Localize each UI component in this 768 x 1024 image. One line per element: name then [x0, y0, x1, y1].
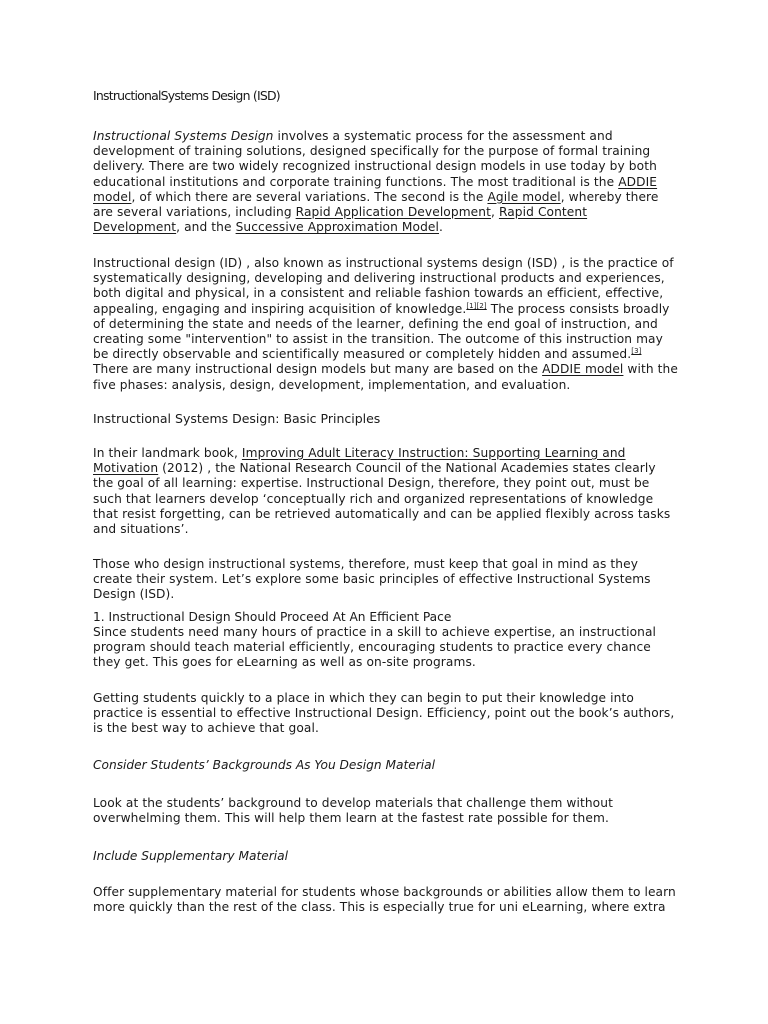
link-successive-approximation-model[interactable]: Successive Approximation Model [235, 220, 440, 235]
link-addie-model-2[interactable]: ADDIE model [542, 362, 624, 377]
paragraph-efficiency: Getting students quickly to a place in which they can begin to put their knowledge into practice is essential to effective Instructional Design. Efficiency, point out the book’s authors, is the best way to achieve that goal. [93, 691, 675, 736]
paragraph-text: involves a systematic process for the assessment and development of training solutions, designed specifically for the purpose of formal training delivery. There are two widely recognized instructional design models in use today by both educational institutions and corporate training functions. The most traditional is the [93, 129, 657, 189]
paragraph-text: , [490, 205, 499, 220]
paragraph-text: Instructional design (ID) , also known as instructional systems design (ISD) , is the practice of systematically designing, developing and delivering instructional products and experiences, both digital and physical, in a consistent and reliable fashion towards an efficient, effective, appealing, engaging and inspiring acquisition of knowledge. [93, 256, 674, 316]
heading-efficient-pace: 1. Instructional Design Should Proceed At An Efficient Pace [93, 610, 452, 624]
paragraph-landmark-book [93, 446, 678, 537]
term-isd: Instructional Systems Design [93, 129, 274, 143]
document-title: InstructionalSystems Design (ISD) [93, 88, 280, 103]
heading-basic-principles: Instructional Systems Design: Basic Principles [93, 411, 381, 426]
paragraph-text: . [439, 220, 443, 235]
link-rapid-content-development[interactable]: Rapid Content Development [93, 205, 588, 235]
paragraph-backgrounds: Look at the students’ background to develop materials that challenge them without overwhelming them. This will help them learn at the fastest rate possible for them. [93, 796, 613, 826]
paragraph-isd-intro [93, 129, 678, 235]
citation-ref-3[interactable]: [3] [631, 347, 642, 356]
citation-ref-1-2[interactable]: [1][2] [466, 301, 487, 310]
link-agile-model[interactable]: Agile model [487, 189, 561, 204]
heading-student-backgrounds: Consider Students’ Backgrounds As You Design Material [93, 758, 436, 772]
heading-supplementary-material: Include Supplementary Material [93, 849, 289, 863]
link-improving-adult-literacy[interactable]: Improving Adult Literacy Instruction: Supporting Learning and Motivation [93, 446, 626, 476]
link-addie-model[interactable]: ADDIE model [93, 174, 658, 204]
paragraph-supplementary: Offer supplementary material for students whose backgrounds or abilities allow them to learn more quickly than the rest of the class. This is especially true for uni eLearning, where extra [93, 885, 676, 915]
paragraph-text: In their landmark book, [93, 446, 242, 460]
link-rapid-application-development[interactable]: Rapid Application Development [295, 205, 491, 220]
paragraph-text: The process consists broadly of determining the state and needs of the learner, defining the end goal of instruction, and creating some "intervention" to assist in the transition. The outcome of this instruction may be directly observable and scientifically measured or completely hidden and assumed. [93, 301, 670, 362]
paragraph-design-goal: Those who design instructional systems, therefore, must keep that goal in mind as they create their system. Let’s explore some basic principles of effective Instructional Systems Design (ISD). [93, 557, 651, 602]
paragraph-text: (2012) , the National Research Council of the National Academies states clearly the goal of all learning: expertise. Instructional Design, therefore, they point out, must be such that learners develop ‘conceptually rich and organized representations of knowledge that resist forgetting, can be retrieved automatically and can be applied flexibly across tasks and situations’. [93, 461, 671, 537]
paragraph-text: There are many instructional design models but many are based on the [93, 362, 543, 377]
paragraph-instructional-design [93, 256, 678, 393]
paragraph-text: , of which there are several variations. The second is the [131, 189, 488, 204]
paragraph-practice-hours: Since students need many hours of practice in a skill to achieve expertise, an instructional program should teach material efficiently, encouraging students to practice every chance they get. This goes for eLearning as well as on-site programs. [93, 625, 657, 670]
paragraph-text: with the five phases: analysis, design, development, implementation, and evaluation. [93, 362, 678, 392]
paragraph-text: , and the [176, 220, 236, 235]
paragraph-text: , whereby there are several variations, including [93, 189, 659, 220]
